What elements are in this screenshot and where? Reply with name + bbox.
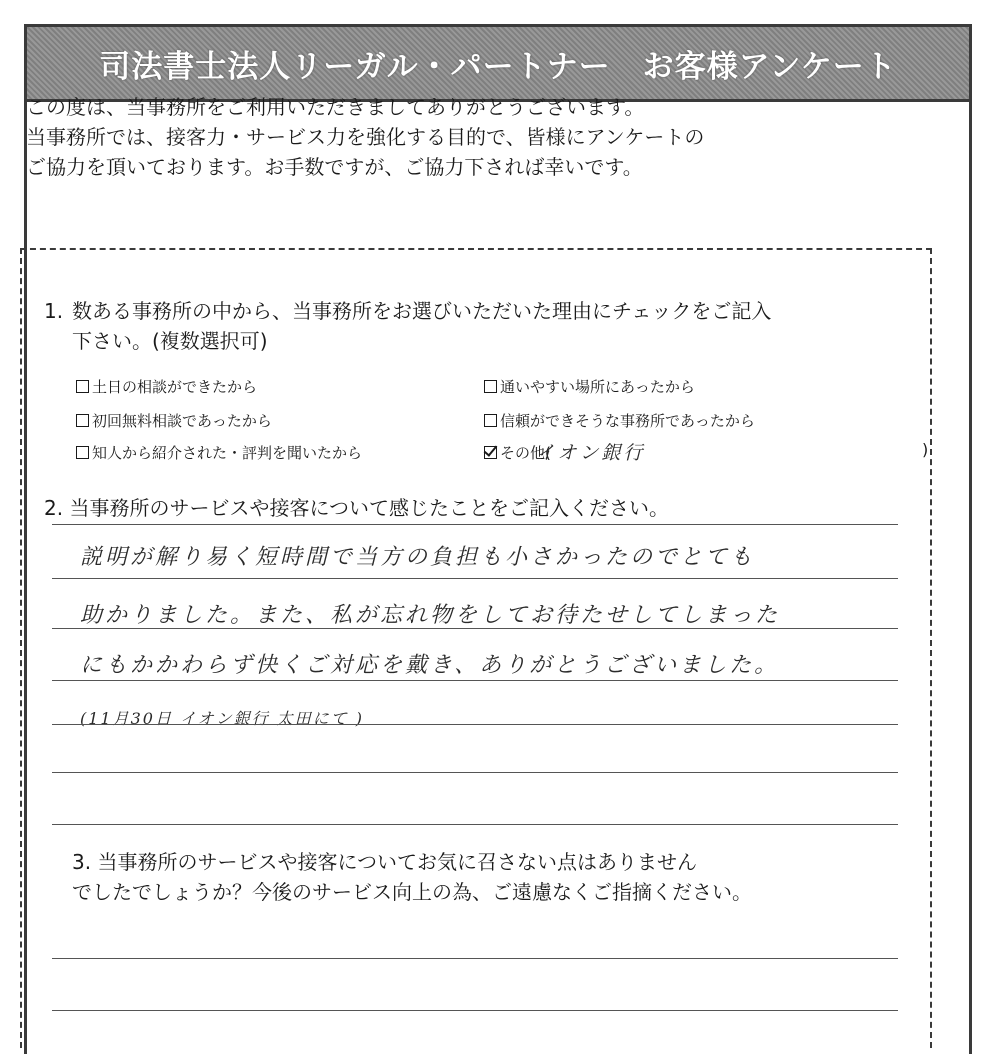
option-label: 信頼ができそうな事務所であったから (500, 412, 755, 430)
option-convenient-location[interactable] (484, 376, 695, 397)
question-1-number: 1. (44, 299, 64, 323)
option-label: 通いやすい場所にあったから (500, 378, 695, 396)
other-close-paren: ) (922, 440, 929, 459)
checkbox-icon[interactable] (76, 380, 89, 393)
answer-line-4[interactable]: (11月30日 イオン銀行 太田にて ) (80, 709, 364, 728)
option-referral[interactable] (76, 442, 362, 463)
question-2-text: 当事務所のサービスや接客について感じたことをご記入ください。 (69, 496, 670, 520)
question-1-text-line-2: 下さい。(複数選択可) (72, 329, 268, 353)
option-label: 初回無料相談であったから (92, 412, 272, 430)
checkbox-icon[interactable] (484, 414, 497, 427)
survey-title: 司法書士法人リーガル・パートナー お客様アンケート (99, 48, 897, 85)
intro-line-3: ご協力を頂いております。お手数ですが、ご協力下されば幸いです。 (26, 155, 643, 179)
answer-rule (52, 724, 898, 725)
answer-rule (52, 524, 898, 525)
intro-line-1: この度は、当事務所をご利用いただきましてありがとうございます。 (26, 95, 645, 119)
question-3-text-line-2: でしたでしょうか？今後のサービス向上の為、ご遠慮なくご指摘ください。 (72, 880, 752, 904)
option-label: 知人から紹介された・評判を聞いたから (92, 444, 363, 462)
option-free-first-consult[interactable] (76, 410, 272, 431)
question-2 (44, 492, 669, 521)
option-trustworthy-office[interactable] (484, 410, 755, 431)
checkbox-icon[interactable] (76, 446, 89, 459)
answer-line-2[interactable]: 助かりました。また、私が忘れ物をしてお待たせしてしまった (80, 603, 781, 628)
other-answer-handwritten[interactable]: イオン銀行 (536, 442, 646, 464)
intro-line-2: 当事務所では、接客力・サービス力を強化する目的で、皆様にアンケートの (26, 125, 705, 149)
option-label: 土日の相談ができたから (92, 378, 258, 396)
survey-header (27, 27, 969, 102)
option-label: その他( (500, 444, 551, 462)
checkbox-icon[interactable] (76, 414, 89, 427)
question-3 (72, 847, 892, 907)
question-1-text-line-1: 数ある事務所の中から、当事務所をお選びいただいた理由にチェックをご記入 (72, 299, 772, 323)
option-weekend-consult[interactable] (76, 376, 257, 397)
question-1 (44, 296, 944, 356)
checkbox-icon[interactable] (484, 380, 497, 393)
answer-rule (52, 772, 898, 773)
answer-line-1[interactable]: 説明が解り易く短時間で当方の負担も小さかったのでとても (80, 545, 756, 570)
answer-rule (52, 1010, 898, 1011)
question-3-number: 3. (72, 850, 92, 874)
answer-rule (52, 824, 898, 825)
answer-rule (52, 628, 898, 629)
answer-rule (52, 680, 898, 681)
intro-text (26, 92, 906, 182)
question-3-text-line-1: 当事務所のサービスや接客についてお気に召さない点はありません (97, 850, 698, 874)
answer-rule (52, 958, 898, 959)
answer-rule (52, 578, 898, 579)
checkbox-checked-icon[interactable] (484, 446, 497, 459)
answer-line-3[interactable]: にもかかわらず快くご対応を戴き、ありがとうございました。 (80, 653, 780, 678)
question-2-number: 2. (44, 496, 64, 520)
